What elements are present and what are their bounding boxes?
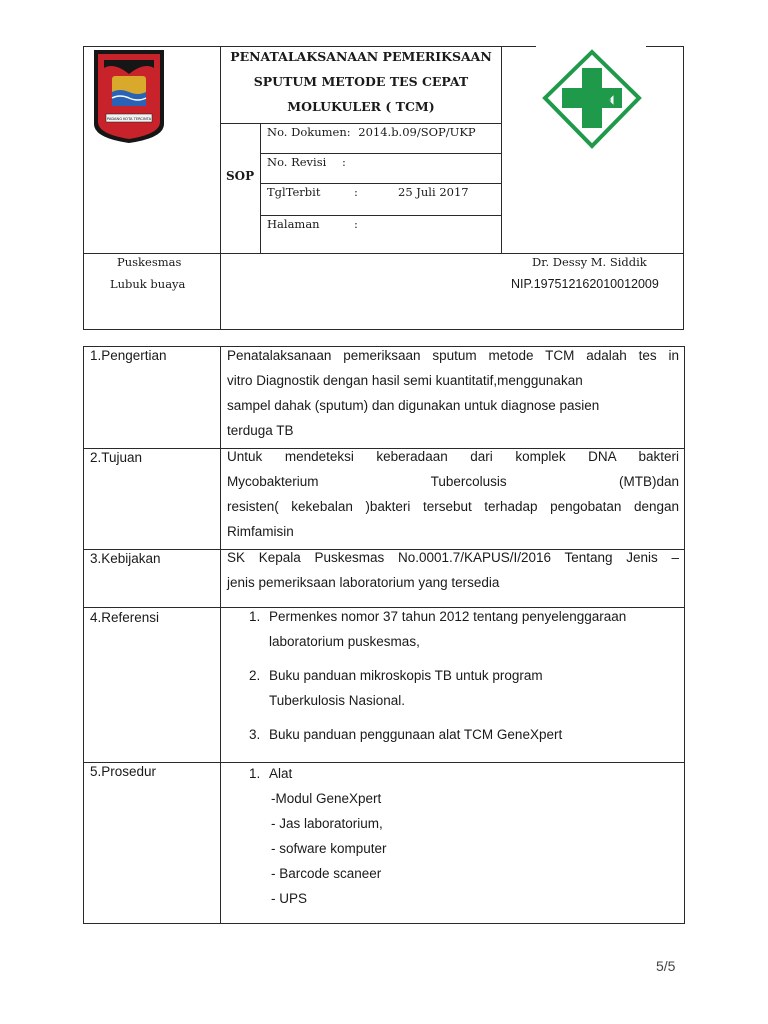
sop-label: SOP xyxy=(226,169,255,183)
pengertian-line: terduga TB xyxy=(227,423,294,438)
tujuan-line: Mycobakterium Tubercolusis (MTB)dan xyxy=(227,474,679,489)
reference-line: Tuberkulosis Nasional. xyxy=(269,693,406,708)
doc-number-label: No. Dokumen xyxy=(267,125,347,139)
doc-number-row xyxy=(267,125,476,139)
issue-date-label: TglTerbit xyxy=(267,185,321,199)
list-item xyxy=(227,722,682,747)
puskesmas-logo xyxy=(536,44,646,152)
list-item: -Modul GeneXpert xyxy=(271,791,382,806)
section-text-tujuan xyxy=(227,444,679,544)
reference-line: laboratorium puskesmas, xyxy=(269,634,420,649)
list-item: - UPS xyxy=(271,891,308,906)
pengertian-line: sampel dahak (sputum) dan digunakan untuk diagnose pasien xyxy=(227,398,600,413)
revision-row xyxy=(267,155,346,169)
page-label: Halaman xyxy=(267,217,320,231)
kebijakan-line: jenis pemeriksaan laboratorium yang tersedia xyxy=(227,575,500,590)
tujuan-line: resisten( kekebalan )bakteri tersebut terhadap pengobatan dengan xyxy=(227,499,679,514)
section-label-prosedur: 5.Prosedur xyxy=(90,764,157,779)
logo-ribbon-text: PADANG KOTA TERCINTA xyxy=(106,117,152,121)
doc-number-value: 2014.b.09/SOP/UKP xyxy=(358,125,476,139)
section-label-kebijakan: 3.Kebijakan xyxy=(90,551,161,566)
list-item: - Jas laboratorium, xyxy=(271,816,383,831)
document-title: PENATALAKSANAAN PEMERIKSAAN SPUTUM METODE TES CEPAT MOLUKULER ( TCM) xyxy=(230,49,492,114)
section-label-referensi: 4.Referensi xyxy=(90,610,160,625)
page-row xyxy=(267,217,320,231)
city-emblem-logo xyxy=(90,48,168,144)
prosedur-item-number: 1. xyxy=(249,766,261,781)
issue-date-row xyxy=(267,185,320,199)
prosedur-item-title: Alat xyxy=(269,766,293,781)
tujuan-line: Rimfamisin xyxy=(227,524,294,539)
list-number: 2. xyxy=(249,668,261,683)
pengertian-line: Penatalaksanaan pemeriksaan sputum metode TCM adalah tes in xyxy=(227,348,679,363)
list-number: 3. xyxy=(249,727,261,742)
reference-line: Buku panduan penggunaan alat TCM GeneXpert xyxy=(269,727,563,742)
issue-date-value: 25 Juli 2017 xyxy=(398,185,469,199)
list-item: - Barcode scaneer xyxy=(271,866,382,881)
page-number: 5/5 xyxy=(656,958,676,974)
institution-line2: Lubuk buaya xyxy=(110,277,186,291)
issue-date-sep: : xyxy=(354,185,358,199)
reference-line: Buku panduan mikroskopis TB untuk program xyxy=(269,668,543,683)
prosedur-sub-list xyxy=(271,786,387,911)
institution-line1: Puskesmas xyxy=(117,255,182,269)
signer-name: Dr. Dessy M. Siddik xyxy=(532,255,647,269)
pengertian-line: vitro Diagnostik dengan hasil semi kuantitatif,menggunakan xyxy=(227,373,583,388)
doc-number-sep: : xyxy=(346,125,351,139)
section-label-pengertian: 1.Pengertian xyxy=(90,348,167,363)
signer-nip: NIP.197512162010012009 xyxy=(511,277,659,291)
page-sep: : xyxy=(354,217,358,231)
section-label-tujuan: 2.Tujuan xyxy=(90,450,143,465)
kebijakan-line: SK Kepala Puskesmas No.0001.7/KAPUS/I/2016 Tentang Jenis – xyxy=(227,550,679,565)
reference-line: Permenkes nomor 37 tahun 2012 tentang penyelenggaraan xyxy=(269,609,627,624)
section-text-kebijakan xyxy=(227,545,679,595)
list-item xyxy=(227,604,682,654)
list-number: 1. xyxy=(249,609,261,624)
section-text-pengertian xyxy=(227,343,679,443)
revision-label: No. Revisi xyxy=(267,155,327,169)
list-item xyxy=(227,663,682,713)
tujuan-line: Untuk mendeteksi keberadaan dari komplek DNA bakteri xyxy=(227,449,679,464)
list-item: - sofware komputer xyxy=(271,841,387,856)
references-list xyxy=(227,604,682,756)
revision-sep: : xyxy=(341,155,346,169)
